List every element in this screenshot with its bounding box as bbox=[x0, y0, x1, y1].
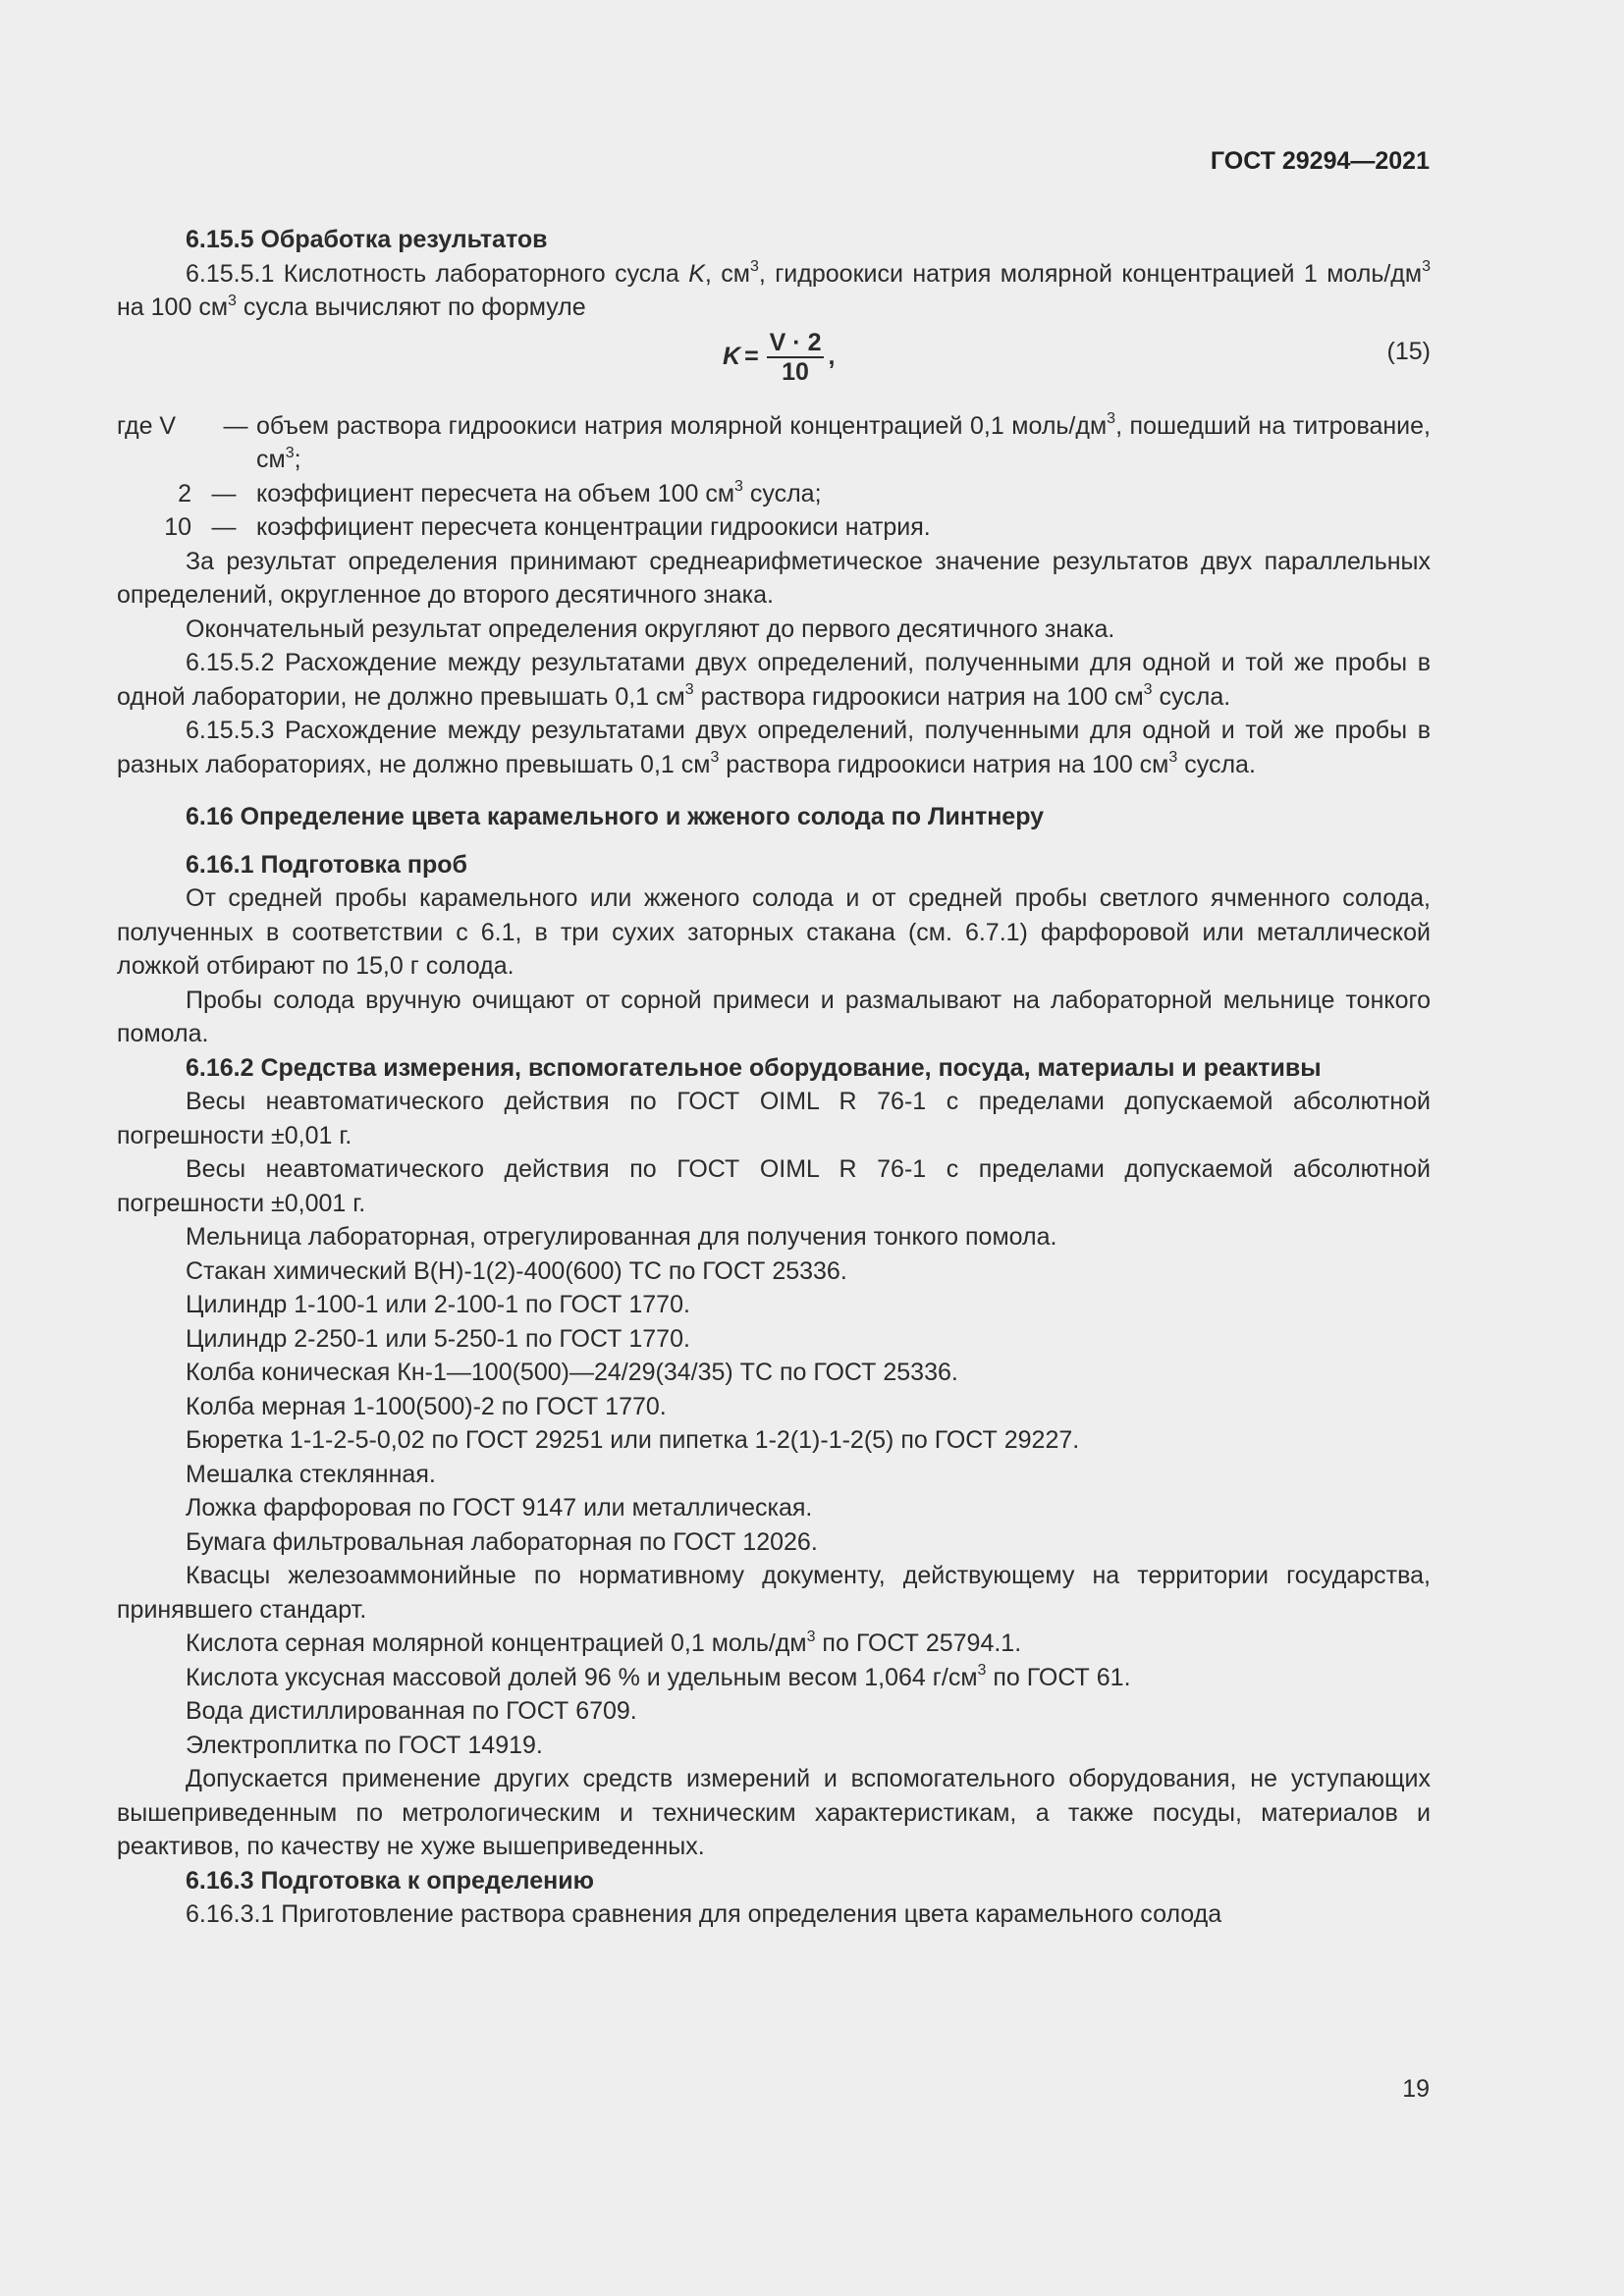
where-item-2 bbox=[117, 477, 1431, 511]
where-dash: — bbox=[211, 513, 237, 541]
section-heading-6-16-1: 6.16.1 Подготовка проб bbox=[186, 850, 467, 879]
page-number: 19 bbox=[1402, 2075, 1430, 2103]
section-heading-6-16-2: 6.16.2 Средства измерения, вспомогательное оборудование, посуда, материалы и реактивы bbox=[186, 1053, 1322, 1082]
equipment-item: Бюретка 1-1-2-5-0,02 по ГОСТ 29251 или пипетка 1-2(1)-1-2(5) по ГОСТ 29227. bbox=[186, 1426, 1080, 1454]
equipment-item: Ложка фарфоровая по ГОСТ 9147 или металлическая. bbox=[186, 1494, 813, 1522]
formula-denominator: 10 bbox=[782, 357, 809, 386]
equipment-item: Квасцы железоаммонийные по нормативному документу, действующему на территории государства, принявшего стандарт. bbox=[117, 1562, 1431, 1624]
equipment-item: Колба мерная 1-100(500)-2 по ГОСТ 1770. bbox=[186, 1392, 667, 1420]
where-symbol: 10 bbox=[164, 513, 191, 541]
paragraph-allowed: Допускается применение других средств измерений и вспомогательного оборудования, не уступающих вышеприведенным по метрологическим и техническим характеристикам, а также посуды, материалов и реактивов, по качеству не хуже вышеприведенных. bbox=[117, 1765, 1431, 1860]
formula-fraction bbox=[767, 329, 825, 386]
formula-numerator: V · 2 bbox=[767, 329, 825, 358]
paragraph-6-16-1-a: От средней пробы карамельного или жженого солода и от средней пробы светлого ячменного солода, полученных в соответствии с 6.1, в три сухих заторных стакана (см. 6.7.1) фарфоровой или металлической ложкой отбирают по 15,0 г солода. bbox=[117, 884, 1431, 980]
formula-15 bbox=[117, 325, 1431, 409]
equipment-item-sulfuric-acid: Кислота серная молярной концентрацией 0,1 моль/$дм^3$ по ГОСТ 25794.1. bbox=[186, 1628, 1022, 1657]
where-dash: — bbox=[223, 411, 248, 440]
paragraph-6-16-1-b: Пробы солода вручную очищают от сорной примеси и размалывают на лабораторной мельнице тонкого помола. bbox=[117, 986, 1431, 1047]
where-item-v bbox=[117, 409, 1431, 477]
formula-tail: , bbox=[828, 343, 836, 371]
where-item-10 bbox=[117, 510, 1431, 545]
paragraph-final: Окончательный результат определения округляют до первого десятичного знака. bbox=[186, 614, 1115, 643]
paragraph-6-15-5-2: 6.15.5.2 Расхождение между результатами двух определений, полученными для одной и той же пробы в одной лаборатории, не должно превышать 0,1 $см^3$ раствора гидроокиси натрия на 100 $см^3$ сусла. bbox=[117, 649, 1431, 711]
document-header: ГОСТ 29294—2021 bbox=[1210, 147, 1430, 175]
where-symbol: 2 bbox=[178, 479, 191, 507]
where-description: объем раствора гидроокиси натрия молярной концентрацией 0,1 моль/$дм^3$, пошедший на титрование, $см^3$; bbox=[256, 410, 1431, 473]
paragraph-6-15-5-1: 6.15.5.1 Кислотность лабораторного сусла K, $см^3$, гидроокиси натрия молярной концентрацией 1 моль/$дм^3$ на 100 $см^3$ сусла вычисляют по формуле bbox=[117, 258, 1431, 321]
where-dash: — bbox=[211, 479, 237, 507]
equipment-item-water: Вода дистиллированная по ГОСТ 6709. bbox=[186, 1697, 637, 1725]
equipment-item: Весы неавтоматического действия по ГОСТ OIML R 76-1 с пределами допускаемой абсолютной погрешности ±0,001 г. bbox=[117, 1155, 1431, 1217]
equipment-item: Мешалка стеклянная. bbox=[186, 1460, 436, 1488]
equipment-item: Стакан химический В(Н)-1(2)-400(600) ТС по ГОСТ 25336. bbox=[186, 1256, 847, 1285]
paragraph-6-16-3-1: 6.16.3.1 Приготовление раствора сравнения для определения цвета карамельного солода bbox=[186, 1900, 1222, 1928]
where-symbol: где V bbox=[117, 411, 177, 440]
equipment-item: Мельница лабораторная, отрегулированная для получения тонкого помола. bbox=[186, 1223, 1057, 1251]
equipment-item: Колба коническая Кн-1—100(500)—24/29(34/35) ТС по ГОСТ 25336. bbox=[186, 1359, 958, 1386]
formula-equals: = bbox=[744, 343, 759, 371]
where-description: коэффициент пересчета на объем 100 $см^3$ сусла; bbox=[256, 478, 822, 507]
section-heading-6-15-5: 6.15.5 Обработка результатов bbox=[186, 226, 548, 253]
equipment-item: Цилиндр 2-250-1 или 5-250-1 по ГОСТ 1770. bbox=[186, 1324, 690, 1353]
formula-lhs: K bbox=[723, 343, 741, 371]
equipment-item-acetic-acid: Кислота уксусная массовой долей 96 % и удельным весом 1,064 $г/см^3$ по ГОСТ 61. bbox=[186, 1662, 1131, 1691]
section-heading-6-16: 6.16 Определение цвета карамельного и жженого солода по Линтнеру bbox=[186, 803, 1045, 830]
paragraph-result: За результат определения принимают среднеарифметическое значение результатов двух параллельных определений, округленное до второго десятичного знака. bbox=[117, 547, 1431, 609]
equipment-item: Бумага фильтровальная лабораторная по ГОСТ 12026. bbox=[186, 1527, 818, 1556]
equipment-item-stove: Электроплитка по ГОСТ 14919. bbox=[186, 1731, 543, 1759]
paragraph-6-15-5-3: 6.15.5.3 Расхождение между результатами двух определений, полученными для одной и той же пробы в разных лабораториях, не должно превышать 0,1 $см^3$ раствора гидроокиси натрия на 100 $см^3$ сусла. bbox=[117, 717, 1431, 778]
equipment-item: Цилиндр 1-100-1 или 2-100-1 по ГОСТ 1770. bbox=[186, 1291, 690, 1318]
section-heading-6-16-3: 6.16.3 Подготовка к определению bbox=[186, 1866, 594, 1895]
equipment-item: Весы неавтоматического действия по ГОСТ OIML R 76-1 с пределами допускаемой абсолютной погрешности ±0,01 г. bbox=[117, 1088, 1431, 1149]
formula bbox=[723, 329, 835, 386]
page-content bbox=[117, 223, 1431, 1932]
where-description: коэффициент пересчета концентрации гидроокиси натрия. bbox=[256, 513, 931, 541]
equation-number: (15) bbox=[1386, 337, 1431, 365]
